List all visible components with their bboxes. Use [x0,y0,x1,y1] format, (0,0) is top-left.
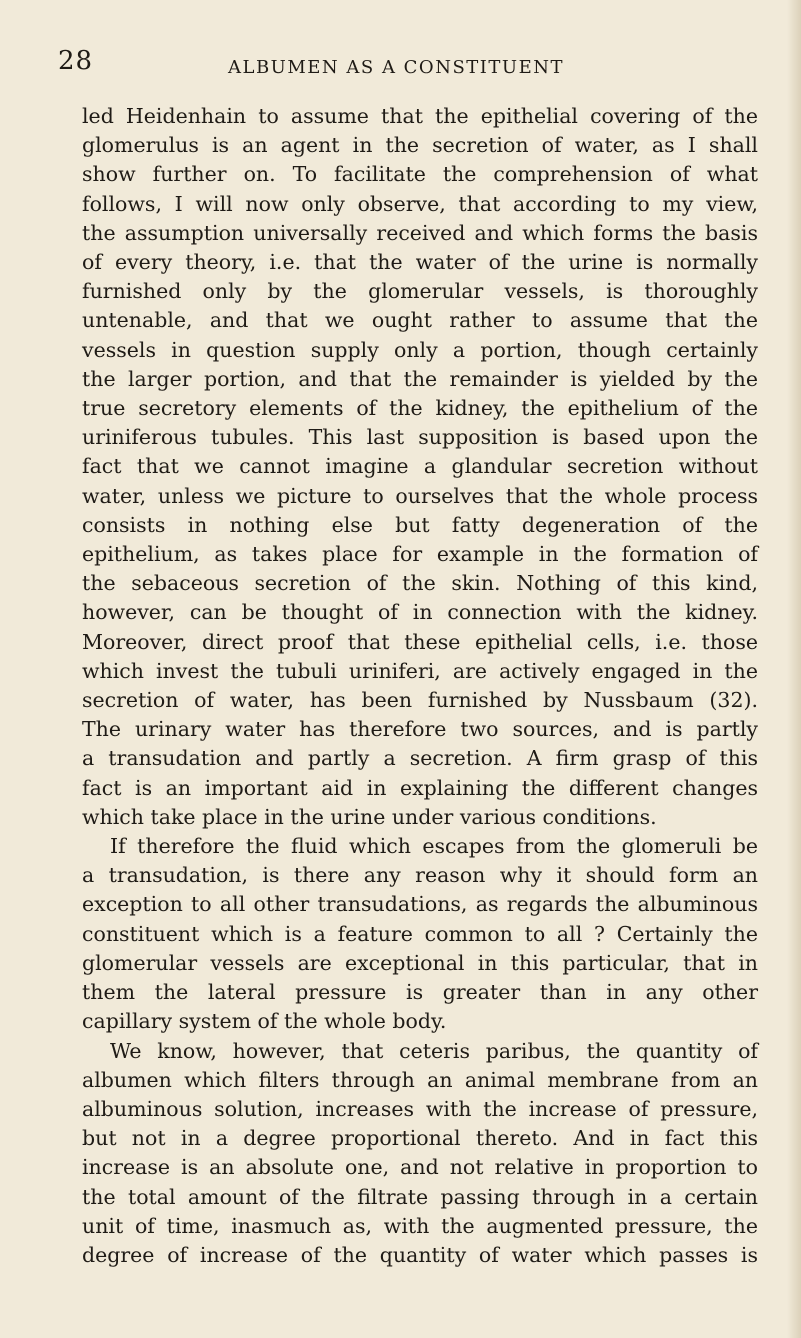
text-line: vessels in question supply only a portion, though certainly [82,337,758,362]
text-line: but not in a degree proportional thereto. And in fact this [82,1126,758,1151]
text-line: exception to all other transudations, as regards the albuminous [82,892,758,917]
text-line: led Heidenhain to assume that the epithelial covering of the [82,104,758,128]
text-line: We know, however, that ceteris paribus, the quantity of [110,1038,758,1063]
text-line: the assumption universally received and which forms the basis [82,220,758,245]
text-line: glomerulus is an agent in the secretion of water, as I shall [82,133,758,158]
text-line: them the lateral pressure is greater than in any other [82,980,758,1005]
text-line: capillary system of the whole body. [82,1009,447,1034]
text-line: true secretory elements of the kidney, the epithelium of the [82,396,758,421]
text-line: untenable, and that we ought rather to assume that the [82,308,758,333]
text-line: increase is an absolute one, and not relative in proportion to [82,1155,758,1180]
text-line: water, unless we picture to ourselves that the whole process [82,483,758,508]
text-line: albumen which filters through an animal membrane from an [82,1067,758,1092]
text-line: show further on. To facilitate the comprehension of what [82,162,758,187]
page-header [58,46,758,86]
text-line: follows, I will now only observe, that according to my view, [82,191,758,216]
text-line: of every theory, i.e. that the water of the urine is normally [82,250,758,275]
text-line: Moreover, direct proof that these epithelial cells, i.e. those [82,629,758,654]
text-line: degree of increase of the quantity of water which passes is [82,1242,758,1267]
paragraph-1 [82,102,758,832]
text-line: which take place in the urine under various conditions. [82,804,657,829]
text-line: a transudation, is there any reason why it should form an [82,863,758,888]
text-line: which invest the tubuli uriniferi, are actively engaged in the [82,658,758,683]
text-line: unit of time, inasmuch as, with the augmented pressure, the [82,1213,758,1238]
running-head: ALBUMEN AS A CONSTITUENT [228,57,564,78]
text-line: uriniferous tubules. This last supposition is based upon the [82,425,758,450]
text-line: the larger portion, and that the remainder is yielded by the [82,366,758,391]
text-line: fact that we cannot imagine a glandular secretion without [82,454,758,479]
text-line: a transudation and partly a secretion. A firm grasp of this [82,746,758,771]
paragraph-2 [82,832,758,1036]
page-number: 28 [58,46,94,76]
body-text [82,102,758,1270]
text-line: furnished only by the glomerular vessels, is thoroughly [82,279,758,304]
text-line: secretion of water, has been furnished by Nussbaum (32). [82,688,758,713]
text-line: constituent which is a feature common to all ? Certainly the [82,921,758,946]
text-line: the sebaceous secretion of the skin. Nothing of this kind, [82,571,758,596]
text-line: If therefore the fluid which escapes from the glomeruli be [110,834,758,859]
text-line: however, can be thought of in connection with the kidney. [82,600,758,625]
text-line: albuminous solution, increases with the increase of pressure, [82,1096,758,1121]
text-line: fact is an important aid in explaining the different changes [82,775,758,800]
text-line: consists in nothing else but fatty degeneration of the [82,512,758,537]
text-line: glomerular vessels are exceptional in this particular, that in [82,950,758,975]
page-edge-shadow [787,0,801,1338]
text-line: the total amount of the filtrate passing through in a certain [82,1184,758,1209]
paragraph-3 [82,1037,758,1271]
text-line: epithelium, as takes place for example in the formation of [82,542,758,567]
text-line: The urinary water has therefore two sources, and is partly [82,717,758,742]
